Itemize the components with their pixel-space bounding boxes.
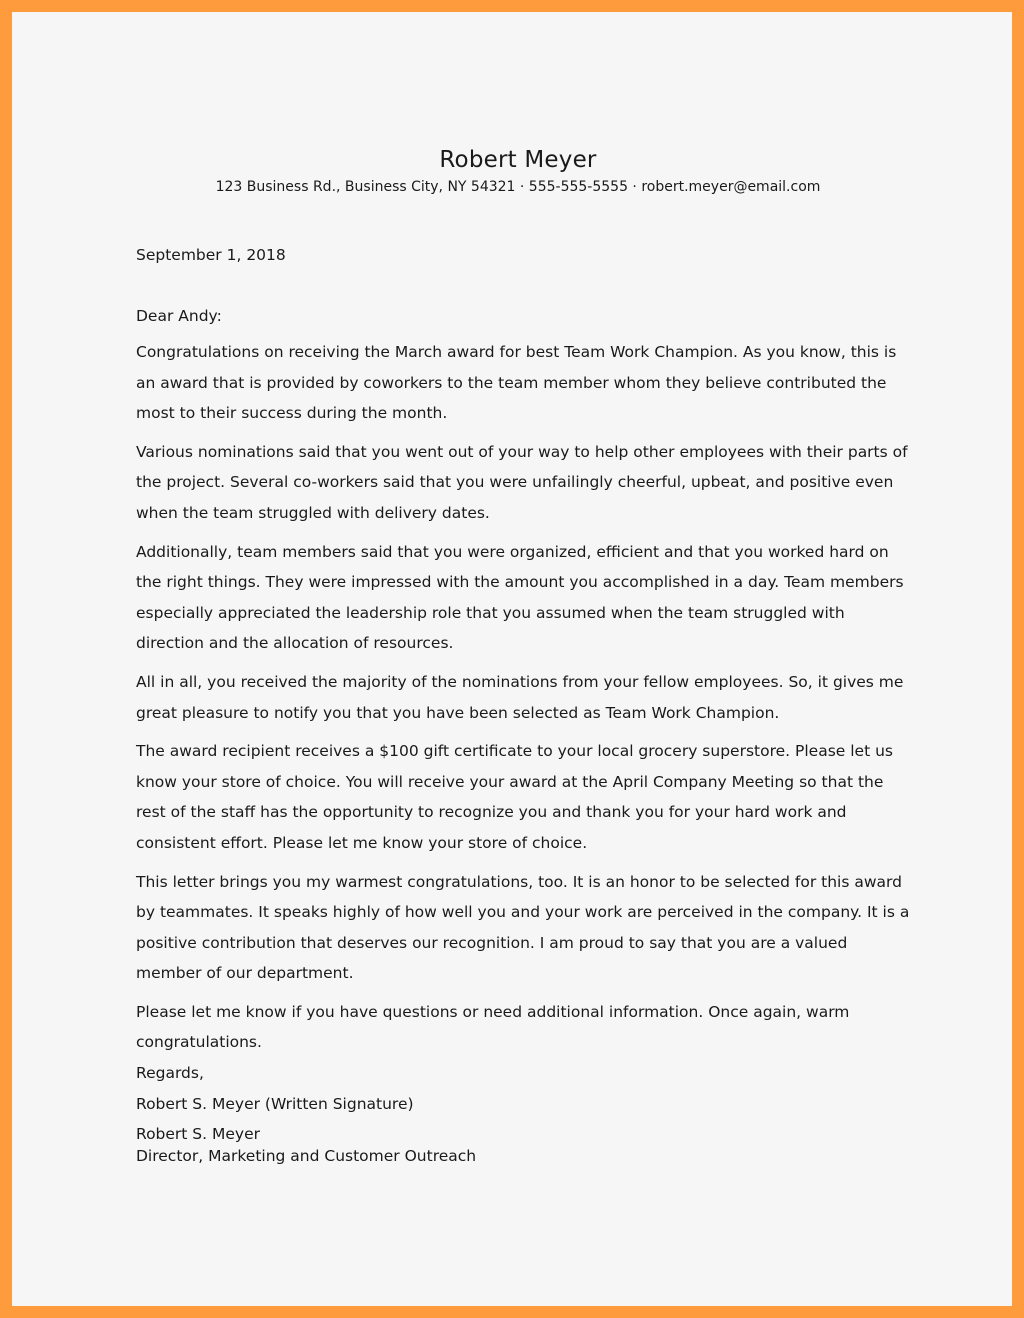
body-paragraph: This letter brings you my warmest congratulations, too. It is an honor to be selected for this award by teammates. It speaks highly of how well you and your work are perceived in the company. It is a positive contribution that deserves our recognition. I am proud to say that you are a valued member of our department.: [136, 872, 910, 983]
body-paragraph: Congratulations on receiving the March award for best Team Work Champion. As you know, this is an award that is provided by coworkers to the team member whom they believe contributed the most to their success during the month.: [136, 343, 897, 423]
sender-contact: 123 Business Rd., Business City, NY 54321 · 555-555-5555 · robert.meyer@email.com: [215, 179, 821, 195]
letter-date: September 1, 2018: [136, 246, 286, 264]
letter: [136, 142, 916, 1167]
body-paragraph: All in all, you received the majority of the nominations from your fellow employees. So, it gives me great pleasure to notify you that you have been selected as Team Work Champion.: [136, 672, 904, 722]
signature-title: Director, Marketing and Customer Outreach: [136, 1147, 477, 1166]
body-paragraph: Please let me know if you have questions or need additional information. Once again, warm congratulations.: [136, 1002, 850, 1052]
body-paragraph: Additionally, team members said that you were organized, efficient and that you worked hard on the right things. They were impressed with the amount you accomplished in a day. Team members especially appreciated the leadership role that you assumed when the team struggled with direction and the allocation of resources.: [136, 542, 904, 653]
salutation: Dear Andy:: [136, 307, 222, 325]
signature-name: Robert S. Meyer: [136, 1125, 260, 1144]
closing: Regards,: [136, 1064, 204, 1083]
sender-name: Robert Meyer: [439, 147, 597, 173]
body-paragraph: The award recipient receives a $100 gift certificate to your local grocery superstore. Please let us know your store of choice. You will receive your award at the April Company Meeting so that the rest of the staff has the opportunity to recognize you and thank you for your hard work and consistent effort. Please let me know your store of choice.: [136, 742, 893, 852]
written-signature: Robert S. Meyer (Written Signature): [136, 1094, 414, 1113]
body-paragraph: Various nominations said that you went out of your way to help other employees with their parts of the project. Several co-workers said that you were unfailingly cheerful, upbeat, and positive even when the team struggled with delivery dates.: [136, 442, 908, 522]
